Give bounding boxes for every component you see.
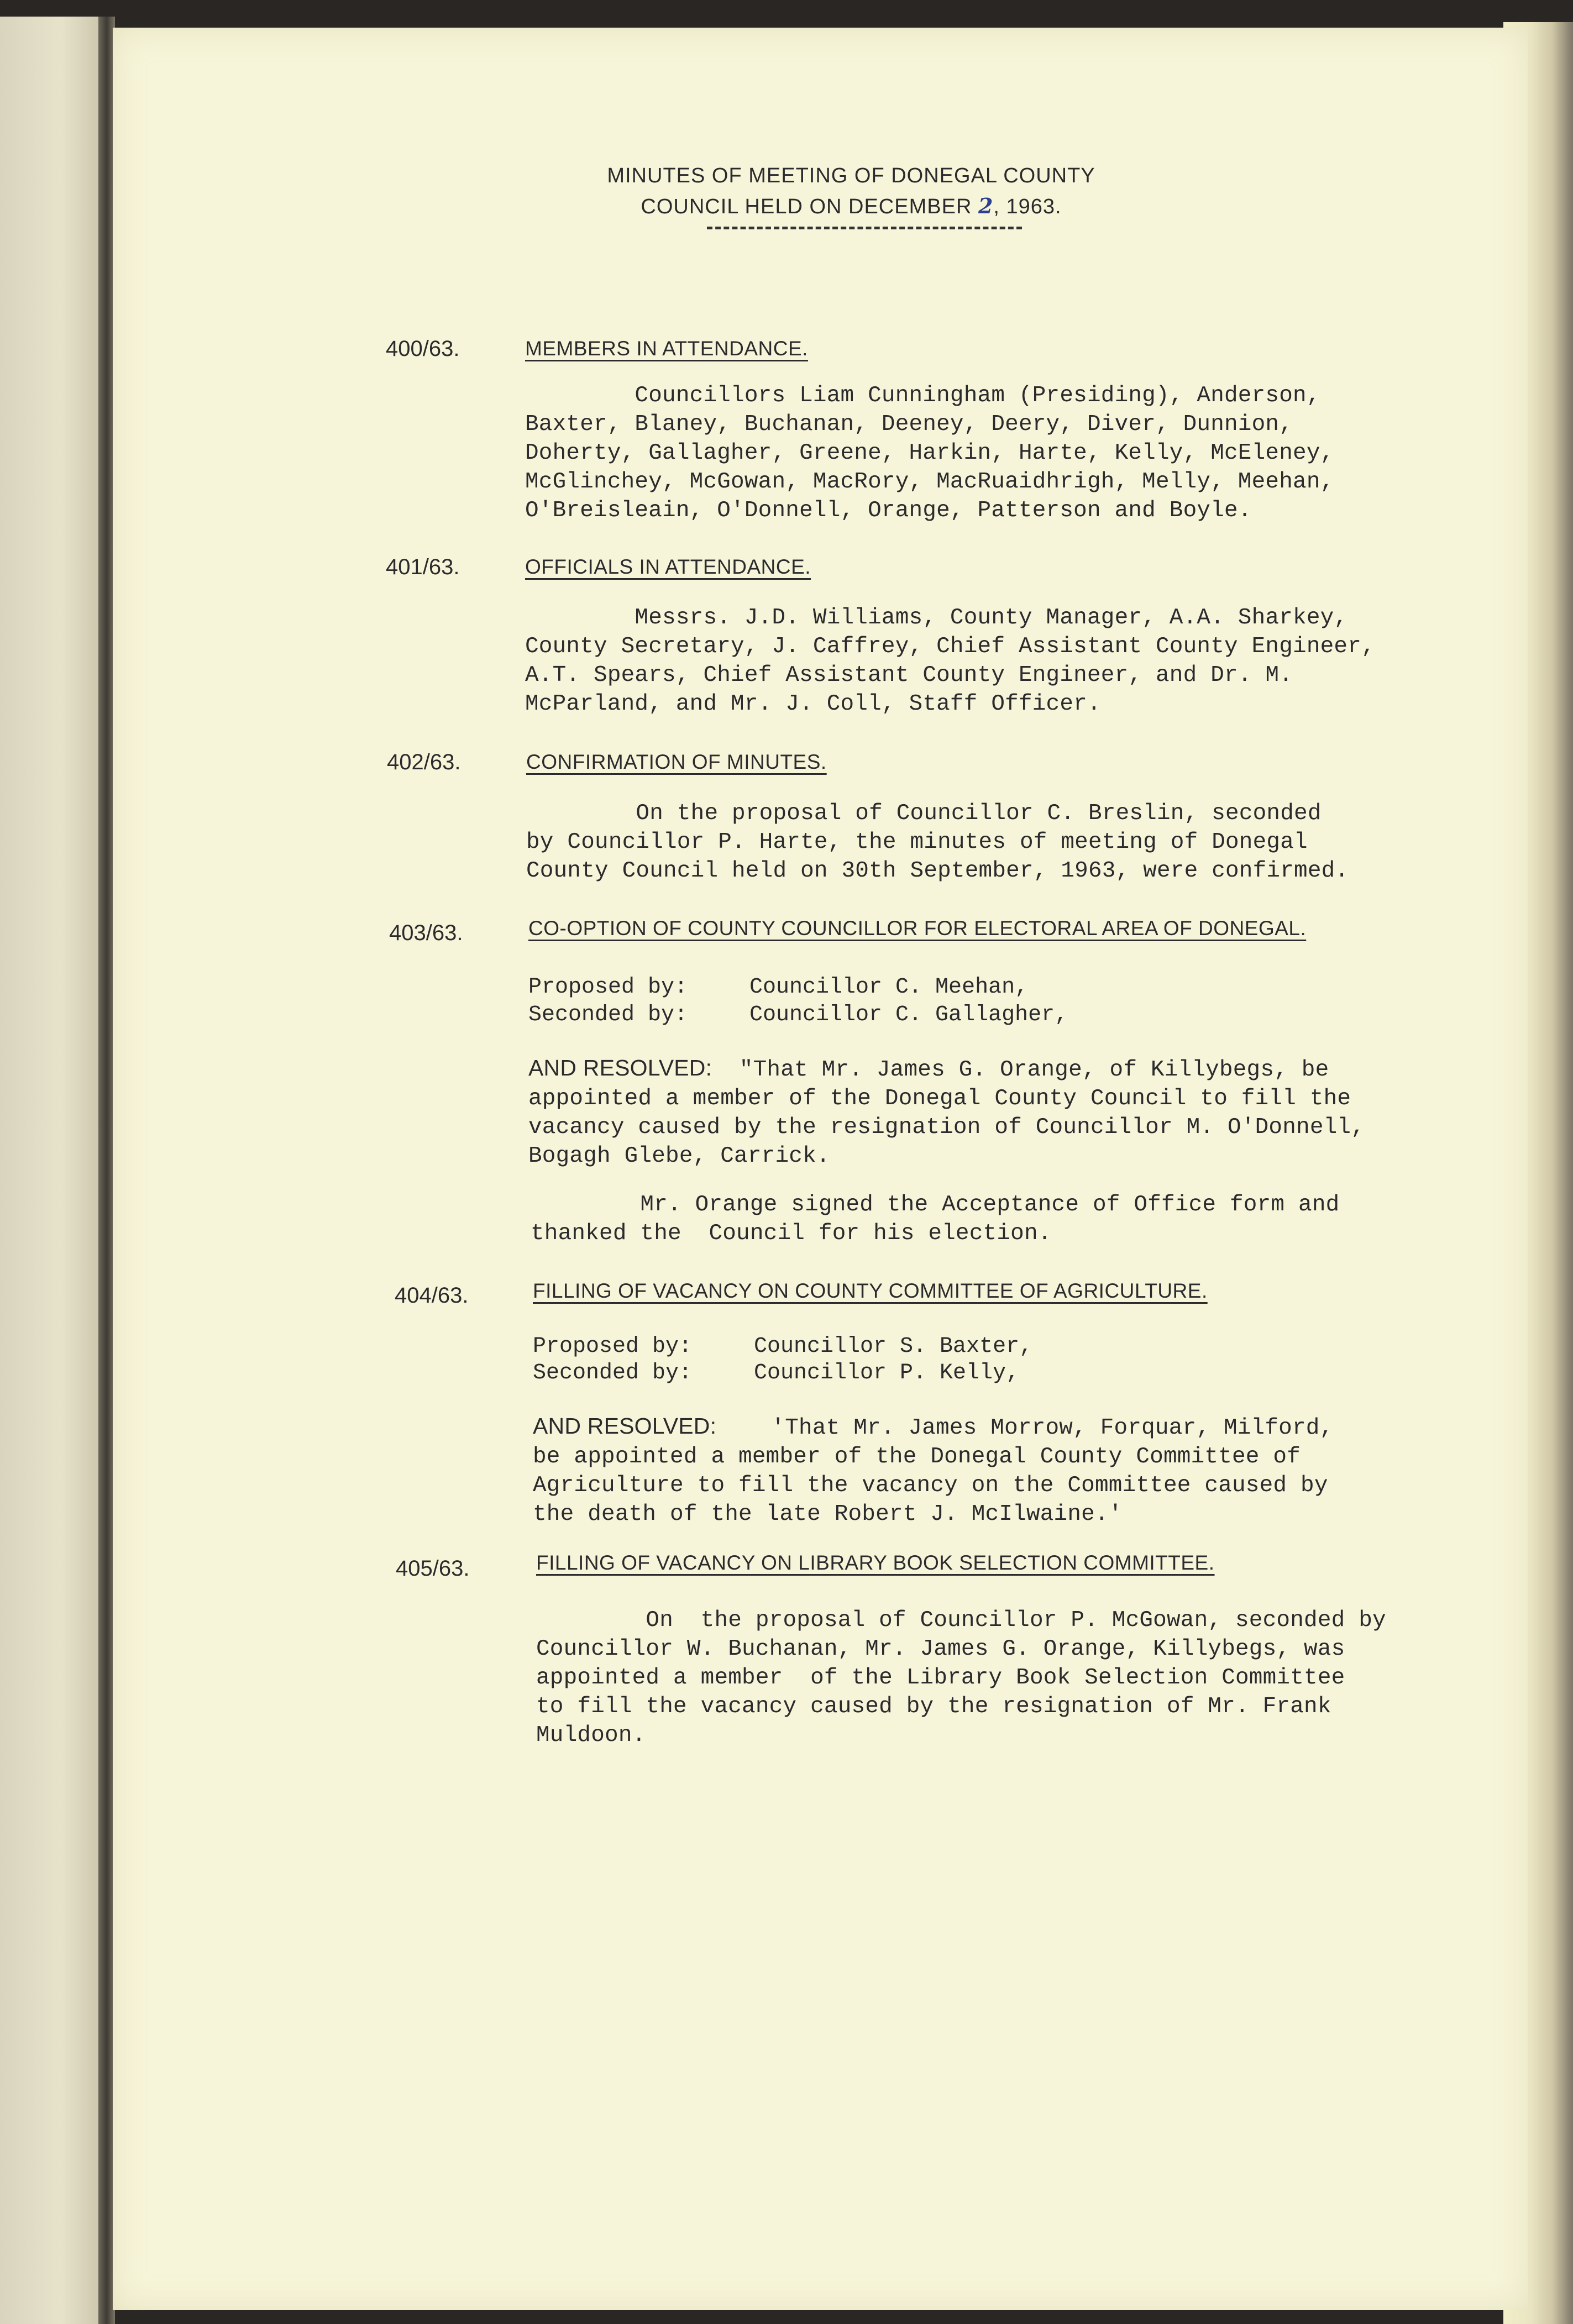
section-number: 400/63. [386, 337, 460, 361]
section-heading: CO-OPTION OF COUNTY COUNCILLOR FOR ELECTORAL AREA OF DONEGAL. [528, 917, 1307, 940]
left-page-edge [0, 17, 111, 2324]
section-heading: CONFIRMATION OF MINUTES. [526, 751, 827, 773]
section-paragraph: Mr. Orange signed the Acceptance of Office form and thanked the Council for his election. [531, 1192, 1340, 1246]
section-heading: FILLING OF VACANCY ON COUNTY COMMITTEE OF AGRICULTURE. [533, 1279, 1208, 1302]
resolution-paragraph: AND RESOLVED: 'That Mr. James Morrow, Forquar, Milford, be appointed a member of the Donegal County Committee of Agriculture to fill the vacancy on the Committee caused by the death of the late Robert J. McIlwaine.' [533, 1413, 1334, 1527]
proposed-by-row: Proposed by: Councillor C. Meehan, [528, 975, 1029, 1000]
section-heading: MEMBERS IN ATTENDANCE. [525, 337, 808, 360]
section-paragraph: On the proposal of Councillor P. McGowan, seconded by Councillor W. Buchanan, Mr. James G. Orange, Killybegs, was appointed a member of the Library Book Selection Committee to fill the vacancy caused by the resignation of Mr. Frank Muldoon. [536, 1608, 1386, 1748]
proposed-by-row: Proposed by: Councillor S. Baxter, [533, 1334, 1033, 1359]
section-paragraph: Councillors Liam Cunningham (Presiding), Anderson, Baxter, Blaney, Buchanan, Deeney, Deery, Diver, Dunnion, Doherty, Gallagher, Greene, Harkin, Harte, Kelly, McEleney, McGlinchey, McGowan, MacRory, MacRuaidhrigh, Melly, Meehan, O'Breisleain, O'Donnell, Orange, Patterson and Boyle. [525, 383, 1334, 523]
document-page [113, 28, 1528, 2310]
section-paragraph: Messrs. J.D. Williams, County Manager, A.A. Sharkey, County Secretary, J. Caffrey, Chief Assistant County Engineer, A.T. Spears, Chief Assistant County Engineer, and Dr. M. McParland, and Mr. J. Coll, Staff Officer. [525, 605, 1375, 717]
seconded-by-row: Seconded by: Councillor C. Gallagher, [528, 1003, 1068, 1027]
section-number: 404/63. [395, 1283, 469, 1308]
section-number: 405/63. [396, 1556, 470, 1581]
page-title: MINUTES OF MEETING OF DONEGAL COUNTY [607, 164, 1095, 187]
section-paragraph: On the proposal of Councillor C. Breslin, seconded by Councillor P. Harte, the minutes of meeting of Donegal County Council held on 30th September, 1963, were confirmed. [526, 801, 1349, 884]
section-heading: FILLING OF VACANCY ON LIBRARY BOOK SELECTION COMMITTEE. [536, 1551, 1215, 1574]
section-number: 402/63. [387, 750, 461, 774]
page-subtitle: COUNCIL HELD ON DECEMBER 2, 1963. [641, 193, 1062, 218]
resolution-paragraph: AND RESOLVED: "That Mr. James G. Orange, of Killybegs, be appointed a member of the Donegal County Council to fill the vacancy caused by the resignation of Councillor M. O'Donnell, Bogagh Glebe, Carrick. [528, 1055, 1365, 1169]
handwritten-day: 2 [978, 193, 994, 218]
seconded-by-row: Seconded by: Councillor P. Kelly, [533, 1361, 1020, 1386]
section-number: 401/63. [386, 555, 460, 579]
section-heading: OFFICIALS IN ATTENDANCE. [525, 555, 811, 578]
section-number: 403/63. [389, 921, 463, 945]
title-dashed-rule [707, 227, 1022, 229]
